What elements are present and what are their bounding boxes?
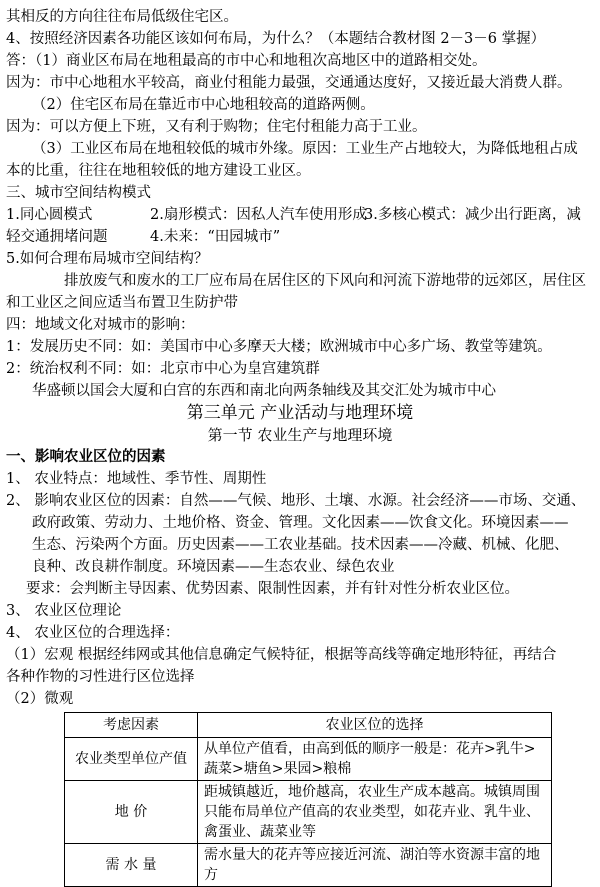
culture-history: 1：发展历史不同：如：美国市中心多摩天大楼；欧洲城市中心多广场、教堂等建筑。 [6, 339, 552, 355]
table-header: 农业区位的选择 [198, 713, 552, 738]
mode-concentric: 1.同心圆模式 [6, 207, 93, 223]
answer-5-cont: 和工业区之间应适当布置卫生防护带 [6, 295, 238, 311]
agri-choice: 4、 农业区位的合理选择： [6, 625, 180, 641]
mode-multi-nuclei: 3.多核心模式：减少出行距离，减 [364, 207, 581, 223]
section-heading-3: 三、城市空间结构模式 [6, 185, 151, 201]
reason-residential: 因为：可以方便上下班，又有利于购物；住宅付租能力高于工业。 [6, 119, 427, 135]
text-line: 其相反的方向往往布局低级住宅区。 [6, 9, 238, 25]
agri-features: 1、 农业特点：地域性、季节性、周期性 [6, 471, 267, 487]
macro: （1）宏观 根据经纬网或其他信息确定气候特征，根据等高线等确定地形特征，再结合 [6, 647, 557, 663]
table-row [65, 738, 552, 781]
table-row [65, 844, 552, 887]
mode-future: 4.未来：“田园城市” [150, 229, 281, 245]
question-4: 4、按照经济因素各功能区该如何布局，为什么？（本题结合教材图 2－3－6 掌握） [6, 31, 546, 47]
table-header-row [65, 713, 552, 738]
answer-5: 排放废气和废水的工厂应布局在居住区的下风向和河流下游地带的远郊区，居住区 [64, 273, 586, 289]
unit-title: 第三单元 产业活动与地理环境 [186, 403, 414, 423]
table-row [65, 781, 552, 844]
table-cell-choice: 需水量大的花卉等应接近河流、湖泊等水资源丰富的地方 [198, 844, 552, 887]
reason-commercial: 因为：市中心地租水平较高，商业付租能力最强，交通通达度好，又接近最大消费人群。 [6, 75, 572, 91]
section-title: 第一节 农业生产与地理环境 [207, 426, 393, 444]
culture-washington: 华盛顿以国会大厦和白宫的东西和南北向两条轴线及其交汇处为城市中心 [32, 383, 496, 399]
requirement: 要求：会判断主导因素、优势因素、限制性因素，并有针对性分析农业区位。 [26, 581, 519, 597]
answer-industrial-cont: 本的比重，往往在地租较低的地方建设工业区。 [6, 163, 311, 179]
answer-residential: （2）住宅区布局在靠近市中心地租较高的道路两侧。 [32, 97, 375, 113]
table-cell-choice: 距城镇越近，地价越高，农业生产成本越高。城镇周围只能布局单位产值高的农业类型，如花卉业、乳牛业、禽蛋业、蔬菜业等 [198, 781, 552, 844]
table-cell-choice: 从单位产值看，由高到低的顺序一般是：花卉>乳牛>蔬菜>塘鱼>果园>粮棉 [198, 738, 552, 781]
answer-commercial: 答：（1）商业区布局在地租最高的市中心和地租次高地区中的道路相交处。 [6, 53, 487, 69]
table-header: 考虑因素 [65, 713, 198, 738]
question-5: 5.如何合理布局城市空间结构？ [6, 251, 209, 267]
agri-location-table [64, 712, 552, 887]
agri-factors-cont3: 良种、改良耕作制度。环境因素——生态农业、绿色农业 [32, 559, 395, 575]
answer-industrial: （3）工业区布局在地租较低的城市外缘。原因：工业生产占地较大，为降低地租占成 [32, 141, 578, 157]
agri-factors: 2、 影响农业区位的因素：自然——气候、地形、土壤、水源。社会经济——市场、交通、 [6, 493, 586, 509]
culture-power: 2：统治权利不同：如：北京市中心为皇宫建筑群 [6, 361, 320, 377]
table-cell-factor: 需 水 量 [65, 844, 198, 887]
micro: （2）微观 [6, 691, 74, 707]
agri-factors-cont1: 政府政策、劳动力、土地价格、资金、管理。文化因素——饮食文化。环境因素—— [32, 515, 569, 531]
macro-cont: 各种作物的习性进行区位选择 [6, 669, 195, 685]
mode-multi-nuclei-cont: 轻交通拥堵问题 [6, 229, 108, 245]
section-heading-4: 四：地域文化对城市的影响： [6, 317, 195, 333]
agri-factors-cont2: 生态、污染两个方面。历史因素——工农业基础。技术因素——冷藏、机械、化肥、 [32, 537, 569, 553]
agri-theory: 3、 农业区位理论 [6, 603, 122, 619]
table-cell-factor: 地 价 [65, 781, 198, 844]
table-cell-factor: 农业类型单位产值 [65, 738, 198, 781]
mode-sector: 2.扇形模式：因私人汽车使用形成 [150, 207, 367, 223]
factor-heading: 一、影响农业区位的因素 [6, 448, 166, 465]
